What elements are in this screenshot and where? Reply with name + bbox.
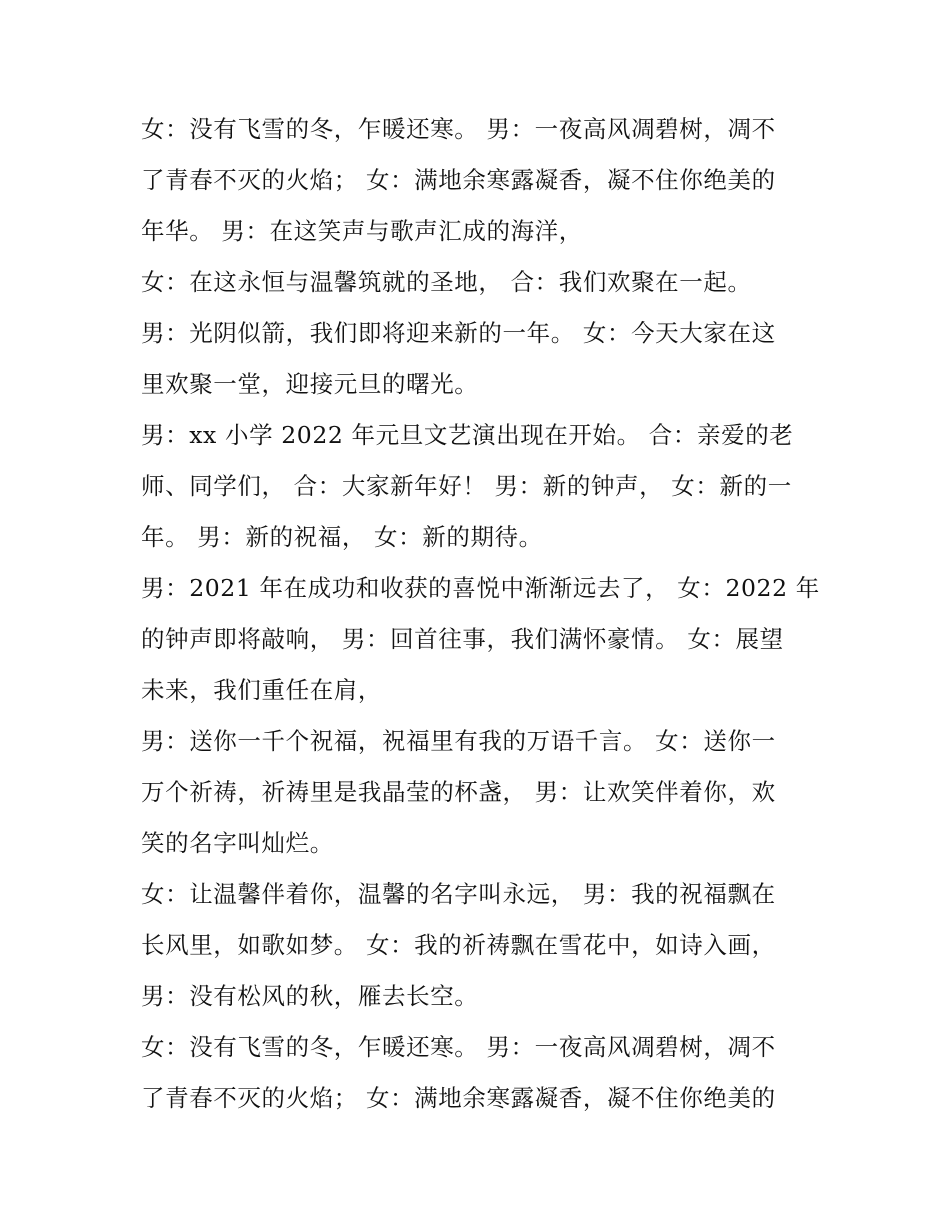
text-line: 了青春不灭的火焰； 女：满地余寒露凝香，凝不住你绝美的 [141, 166, 776, 194]
text-line: 男：没有松风的秋，雁去长空。 [141, 982, 479, 1010]
paragraph-7 [141, 869, 813, 1022]
paragraph-2 [141, 257, 813, 308]
text-line: 未来，我们重任在肩， [141, 676, 382, 704]
text-line: 年。 男：新的祝福， 女：新的期待。 [141, 523, 543, 551]
document-body [141, 104, 820, 1124]
text-line: 男：光阴似箭，我们即将迎来新的一年。 女：今天大家在这 [141, 319, 776, 347]
text-line: 了青春不灭的火焰； 女：满地余寒露凝香，凝不住你绝美的 [141, 1084, 776, 1112]
paragraph-3 [141, 308, 813, 410]
text-line: 男：xx 小学 2022 年元旦文艺演出现在开始。 合：亲爱的老 [141, 421, 794, 449]
paragraph-5 [141, 563, 820, 716]
text-line: 男：送你一千个祝福，祝福里有我的万语千言。 女：送你一 [141, 727, 776, 755]
text-line: 万个祈祷，祈祷里是我晶莹的杯盏， 男：让欢笑伴着你，欢 [141, 778, 776, 806]
paragraph-8 [141, 1022, 813, 1124]
paragraph-1 [141, 104, 813, 257]
text-line: 师、同学们， 合：大家新年好！ 男：新的钟声， 女：新的一 [141, 472, 792, 500]
text-line: 笑的名字叫灿烂。 [141, 829, 334, 857]
text-line: 男：2021 年在成功和收获的喜悦中渐渐远去了， 女：2022 年 [141, 574, 820, 602]
text-line: 的钟声即将敲响， 男：回首往事，我们满怀豪情。 女：展望 [141, 625, 784, 653]
text-line: 长风里，如歌如梦。 女：我的祈祷飘在雪花中，如诗入画， [141, 931, 776, 959]
text-line: 女：没有飞雪的冬，乍暖还寒。 男：一夜高风凋碧树，凋不 [141, 1033, 776, 1061]
text-line: 女：没有飞雪的冬，乍暖还寒。 男：一夜高风凋碧树，凋不 [141, 115, 776, 143]
text-line: 女：在这永恒与温馨筑就的圣地， 合：我们欢聚在一起。 [141, 268, 752, 296]
paragraph-4 [141, 410, 813, 563]
text-line: 里欢聚一堂，迎接元旦的曙光。 [141, 370, 479, 398]
paragraph-6 [141, 716, 813, 869]
text-line: 年华。 男：在这笑声与歌声汇成的海洋， [141, 217, 583, 245]
text-line: 女：让温馨伴着你，温馨的名字叫永远， 男：我的祝福飘在 [141, 880, 776, 908]
